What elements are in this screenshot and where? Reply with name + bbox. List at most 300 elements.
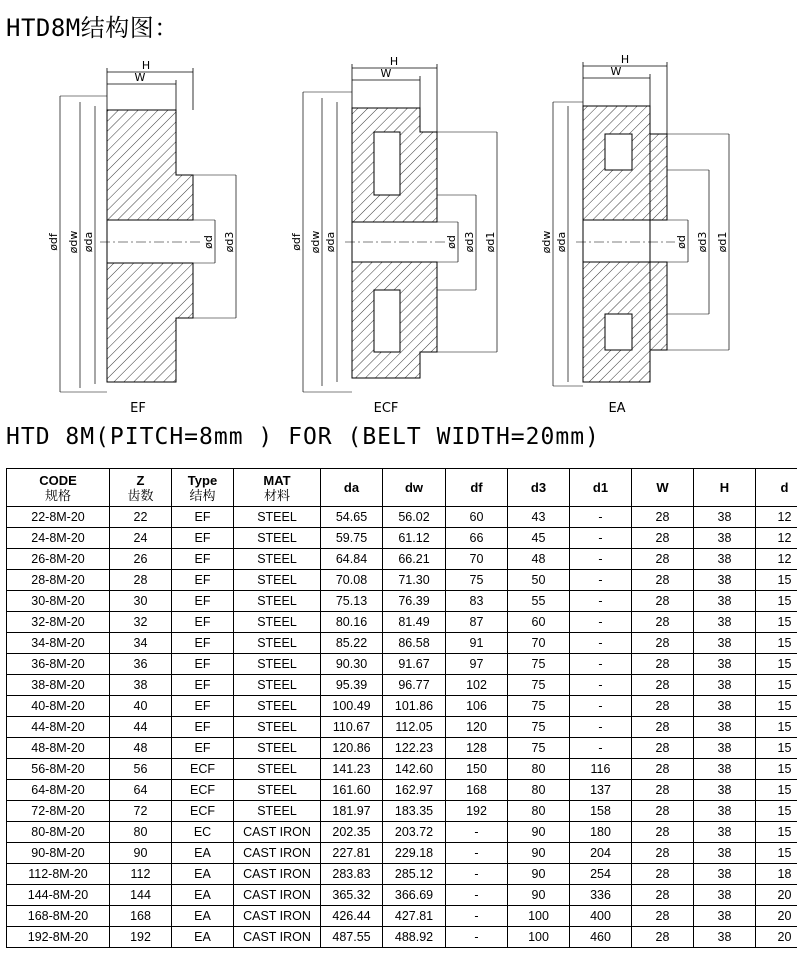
table-cell: 28 [632,864,694,885]
table-cell: 38 [694,843,756,864]
table-cell: 283.83 [321,864,383,885]
column-header-d [756,469,797,507]
table-cell: CAST IRON [234,843,321,864]
table-cell: 38 [694,696,756,717]
table-cell: 56.02 [383,507,446,528]
table-cell: 28 [632,528,694,549]
diagram-ecf [290,55,497,416]
table-cell: - [446,906,508,927]
table-cell: 90 [508,885,570,906]
table-cell: 28 [632,591,694,612]
table-cell: STEEL [234,591,321,612]
ea-h-label: H [620,53,630,66]
table-cell: 59.75 [321,528,383,549]
table-cell: 38 [694,885,756,906]
table-cell: 141.23 [321,759,383,780]
table-cell: 50 [508,570,570,591]
table-cell: 101.86 [383,696,446,717]
table-cell: 12 [756,528,797,549]
table-cell: 112-8M-20 [7,864,110,885]
column-header-en: da [343,480,360,495]
column-header-d1 [570,469,632,507]
table-cell: 75.13 [321,591,383,612]
table-cell: 28 [632,696,694,717]
table-cell: - [570,549,632,570]
table-cell: - [570,738,632,759]
table-cell: 20 [756,927,797,948]
table-cell: EC [172,822,234,843]
table-cell: EA [172,864,234,885]
table-cell: EF [172,591,234,612]
table-cell: 43 [508,507,570,528]
column-header-d3 [508,469,570,507]
table-cell: 72-8M-20 [7,801,110,822]
column-header-en: CODE [39,472,77,488]
table-cell: EF [172,633,234,654]
table-cell: 12 [756,549,797,570]
table-cell: 96.77 [383,675,446,696]
table-cell: - [446,885,508,906]
table-cell: 56-8M-20 [7,759,110,780]
table-cell: 28 [632,885,694,906]
table-cell: 45 [508,528,570,549]
table-cell: EA [172,843,234,864]
table-cell: 100.49 [321,696,383,717]
table-cell: 168 [446,780,508,801]
table-cell: 24 [110,528,172,549]
column-header-en: Type [187,472,218,488]
table-cell: 48 [508,549,570,570]
table-cell: 28-8M-20 [7,570,110,591]
column-header-h [694,469,756,507]
table-cell: 400 [570,906,632,927]
table-cell: 28 [632,507,694,528]
table-cell: ECF [172,759,234,780]
table-cell: 204 [570,843,632,864]
table-cell: 28 [632,927,694,948]
table-row [7,654,797,675]
table-cell: 90.30 [321,654,383,675]
table-cell: 44-8M-20 [7,717,110,738]
table-cell: 144 [110,885,172,906]
table-cell: STEEL [234,717,321,738]
table-cell: 38 [694,780,756,801]
table-cell: 75 [508,696,570,717]
table-cell: - [446,843,508,864]
column-header-en: d1 [592,480,609,495]
table-cell: 91 [446,633,508,654]
column-header-code [7,469,110,507]
ea-w-label: W [610,65,622,78]
column-header-mat [234,469,321,507]
table-cell: 55 [508,591,570,612]
table-cell: 15 [756,612,797,633]
table-cell: 30 [110,591,172,612]
table-cell: 15 [756,717,797,738]
ea-d3-label: ød3 [696,231,709,253]
table-cell: 15 [756,591,797,612]
table-row [7,528,797,549]
table-row [7,591,797,612]
table-cell: 100 [508,927,570,948]
table-cell: 38 [694,633,756,654]
table-cell: 18 [756,864,797,885]
table-cell: STEEL [234,612,321,633]
ecf-da-label: øda [324,231,337,253]
table-cell: 28 [632,633,694,654]
table-cell: 203.72 [383,822,446,843]
table-cell: 192 [110,927,172,948]
table-cell: 80.16 [321,612,383,633]
table-cell: 64.84 [321,549,383,570]
ecf-caption: ECF [373,401,399,416]
table-cell: 90-8M-20 [7,843,110,864]
table-cell: - [446,864,508,885]
table-cell: 20 [756,906,797,927]
table-cell: EF [172,696,234,717]
table-cell: STEEL [234,801,321,822]
table-cell: 15 [756,675,797,696]
table-cell: EF [172,654,234,675]
table-cell: 70 [446,549,508,570]
table-cell: 34-8M-20 [7,633,110,654]
table-cell: 22-8M-20 [7,507,110,528]
table-body [7,507,797,948]
table-cell: EF [172,507,234,528]
table-cell: 38 [694,549,756,570]
table-cell: 427.81 [383,906,446,927]
table-cell: 44 [110,717,172,738]
table-cell: 285.12 [383,864,446,885]
ea-d-label: ød [675,235,688,249]
diagram-ef [47,59,236,416]
table-cell: - [570,612,632,633]
table-cell: 34 [110,633,172,654]
table-cell: 70 [508,633,570,654]
table-cell: 75 [508,654,570,675]
table-cell: STEEL [234,738,321,759]
table-cell: 15 [756,801,797,822]
ef-w-label: W [134,71,146,84]
table-cell: 38 [694,591,756,612]
table-cell: EF [172,675,234,696]
table-cell: 40-8M-20 [7,696,110,717]
table-cell: 22 [110,507,172,528]
ef-da-label: øda [82,231,95,253]
table-cell: 202.35 [321,822,383,843]
table-cell: 15 [756,843,797,864]
table-cell: 15 [756,759,797,780]
column-header-w [632,469,694,507]
ecf-df-label: ødf [290,233,303,251]
table-cell: 137 [570,780,632,801]
table-row [7,696,797,717]
table-cell: 40 [110,696,172,717]
table-cell: 60 [508,612,570,633]
column-header-dw [383,469,446,507]
table-row [7,759,797,780]
table-cell: 38 [694,654,756,675]
table-cell: 12 [756,507,797,528]
table-cell: STEEL [234,507,321,528]
ef-df-label: ødf [47,233,60,251]
table-cell: 38 [694,612,756,633]
table-cell: 38 [694,927,756,948]
ea-d1-label: ød1 [716,231,729,253]
table-cell: - [570,570,632,591]
table-cell: 75 [446,570,508,591]
table-cell: 28 [632,780,694,801]
column-header-type [172,469,234,507]
column-header-zh: 规格 [44,487,71,503]
table-cell: 168-8M-20 [7,906,110,927]
ef-d3-label: ød3 [223,231,236,253]
table-cell: 66.21 [383,549,446,570]
table-cell: 76.39 [383,591,446,612]
table-cell: CAST IRON [234,927,321,948]
table-cell: 75 [508,738,570,759]
table-row [7,801,797,822]
table-cell: 80 [508,801,570,822]
table-cell: EA [172,906,234,927]
table-row [7,507,797,528]
page-title: HTD8M结构图： [6,14,179,42]
ecf-w-label: W [380,67,392,80]
column-header-zh: 材料 [263,487,290,503]
pulley-structure-diagrams [0,50,797,420]
table-cell: 26-8M-20 [7,549,110,570]
table-cell: STEEL [234,759,321,780]
ef-h-label: H [141,59,151,72]
table-cell: 229.18 [383,843,446,864]
table-cell: STEEL [234,633,321,654]
table-cell: STEEL [234,675,321,696]
column-header-zh: 齿数 [127,487,154,503]
table-cell: 180 [570,822,632,843]
table-cell: 48 [110,738,172,759]
table-row [7,927,797,948]
table-cell: 488.92 [383,927,446,948]
table-cell: 38 [694,570,756,591]
table-row [7,633,797,654]
table-cell: 100 [508,906,570,927]
table-cell: 54.65 [321,507,383,528]
table-cell: 90 [508,822,570,843]
table-cell: 38 [694,528,756,549]
ecf-d-label: ød [445,235,458,249]
table-cell: 80 [508,780,570,801]
table-cell: CAST IRON [234,822,321,843]
spec-table [6,468,797,948]
table-cell: 28 [632,612,694,633]
diagram-ea [540,53,729,416]
table-cell: 81.49 [383,612,446,633]
table-cell: 15 [756,654,797,675]
table-cell: 28 [632,801,694,822]
table-cell: 26 [110,549,172,570]
table-cell: 38 [694,801,756,822]
table-cell: 15 [756,570,797,591]
ef-d-label: ød [202,235,215,249]
table-cell: 122.23 [383,738,446,759]
ea-da-label: øda [555,231,568,253]
table-cell: - [570,717,632,738]
table-cell: 90 [508,864,570,885]
table-cell: 28 [632,654,694,675]
table-cell: EF [172,717,234,738]
table-cell: 487.55 [321,927,383,948]
table-cell: 38 [694,507,756,528]
table-cell: 87 [446,612,508,633]
table-row [7,717,797,738]
table-row [7,864,797,885]
table-cell: 38 [694,717,756,738]
table-cell: - [446,822,508,843]
table-cell: CAST IRON [234,906,321,927]
table-row [7,549,797,570]
table-cell: 102 [446,675,508,696]
table-cell: 254 [570,864,632,885]
table-cell: 38 [694,864,756,885]
table-cell: 192 [446,801,508,822]
table-cell: 116 [570,759,632,780]
table-cell: 75 [508,675,570,696]
table-cell: 38 [694,675,756,696]
table-cell: - [446,927,508,948]
table-cell: 192-8M-20 [7,927,110,948]
table-cell: 86.58 [383,633,446,654]
table-cell: 15 [756,822,797,843]
table-row [7,843,797,864]
table-cell: ECF [172,801,234,822]
table-row [7,570,797,591]
ef-caption: EF [130,401,146,416]
table-cell: EF [172,612,234,633]
table-cell: - [570,633,632,654]
table-cell: 83 [446,591,508,612]
table-row [7,675,797,696]
table-cell: STEEL [234,780,321,801]
table-title: HTD 8M(PITCH=8mm ) FOR (BELT WIDTH=20mm) [6,424,600,450]
table-cell: 28 [632,906,694,927]
table-cell: 66 [446,528,508,549]
table-cell: 80-8M-20 [7,822,110,843]
table-cell: 61.12 [383,528,446,549]
table-cell: 20 [756,885,797,906]
ecf-d1-label: ød1 [484,231,497,253]
table-cell: 28 [632,549,694,570]
table-cell: 24-8M-20 [7,528,110,549]
table-cell: 162.97 [383,780,446,801]
table-cell: 120.86 [321,738,383,759]
table-cell: 91.67 [383,654,446,675]
table-header-row [7,469,797,507]
table-cell: EF [172,570,234,591]
table-cell: 15 [756,633,797,654]
table-cell: STEEL [234,528,321,549]
table-cell: 38 [694,822,756,843]
table-cell: 460 [570,927,632,948]
table-row [7,612,797,633]
table-row [7,822,797,843]
table-cell: - [570,528,632,549]
table-cell: 161.60 [321,780,383,801]
table-cell: 28 [632,675,694,696]
table-cell: 64 [110,780,172,801]
column-header-da [321,469,383,507]
table-cell: 32 [110,612,172,633]
table-cell: - [570,507,632,528]
table-cell: CAST IRON [234,885,321,906]
table-cell: 366.69 [383,885,446,906]
table-cell: 30-8M-20 [7,591,110,612]
table-cell: 365.32 [321,885,383,906]
table-cell: 28 [632,843,694,864]
table-cell: STEEL [234,696,321,717]
table-cell: 64-8M-20 [7,780,110,801]
table-cell: 90 [508,843,570,864]
table-cell: 106 [446,696,508,717]
table-cell: 112 [110,864,172,885]
column-header-en: MAT [263,472,291,488]
table-cell: 120 [446,717,508,738]
column-header-zh: 结构 [189,487,216,503]
table-cell: 227.81 [321,843,383,864]
table-cell: 75 [508,717,570,738]
table-cell: 181.97 [321,801,383,822]
table-cell: EA [172,885,234,906]
table-cell: 38 [694,906,756,927]
table-cell: EF [172,549,234,570]
table-cell: 28 [632,570,694,591]
table-cell: EF [172,528,234,549]
table-cell: EF [172,738,234,759]
table-cell: - [570,654,632,675]
table-cell: 150 [446,759,508,780]
column-header-en: H [719,480,730,495]
table-cell: 28 [110,570,172,591]
table-cell: 70.08 [321,570,383,591]
table-cell: 38 [694,759,756,780]
table-cell: 336 [570,885,632,906]
table-cell: 183.35 [383,801,446,822]
column-header-en: W [656,480,669,495]
table-cell: 142.60 [383,759,446,780]
table-cell: 28 [632,738,694,759]
table-cell: 15 [756,780,797,801]
table-cell: 112.05 [383,717,446,738]
table-row [7,738,797,759]
table-cell: 144-8M-20 [7,885,110,906]
table-cell: 36-8M-20 [7,654,110,675]
table-cell: 158 [570,801,632,822]
table-cell: 38 [694,738,756,759]
ef-dw-label: ødw [67,230,80,254]
table-cell: 15 [756,738,797,759]
table-cell: STEEL [234,549,321,570]
table-cell: STEEL [234,570,321,591]
table-cell: 28 [632,759,694,780]
table-cell: 71.30 [383,570,446,591]
table-cell: 38 [110,675,172,696]
table-cell: 85.22 [321,633,383,654]
table-row [7,780,797,801]
ecf-h-label: H [389,55,399,68]
table-cell: 15 [756,696,797,717]
ecf-dw-label: ødw [309,230,322,254]
column-header-en: d3 [530,480,547,495]
table-cell: 128 [446,738,508,759]
